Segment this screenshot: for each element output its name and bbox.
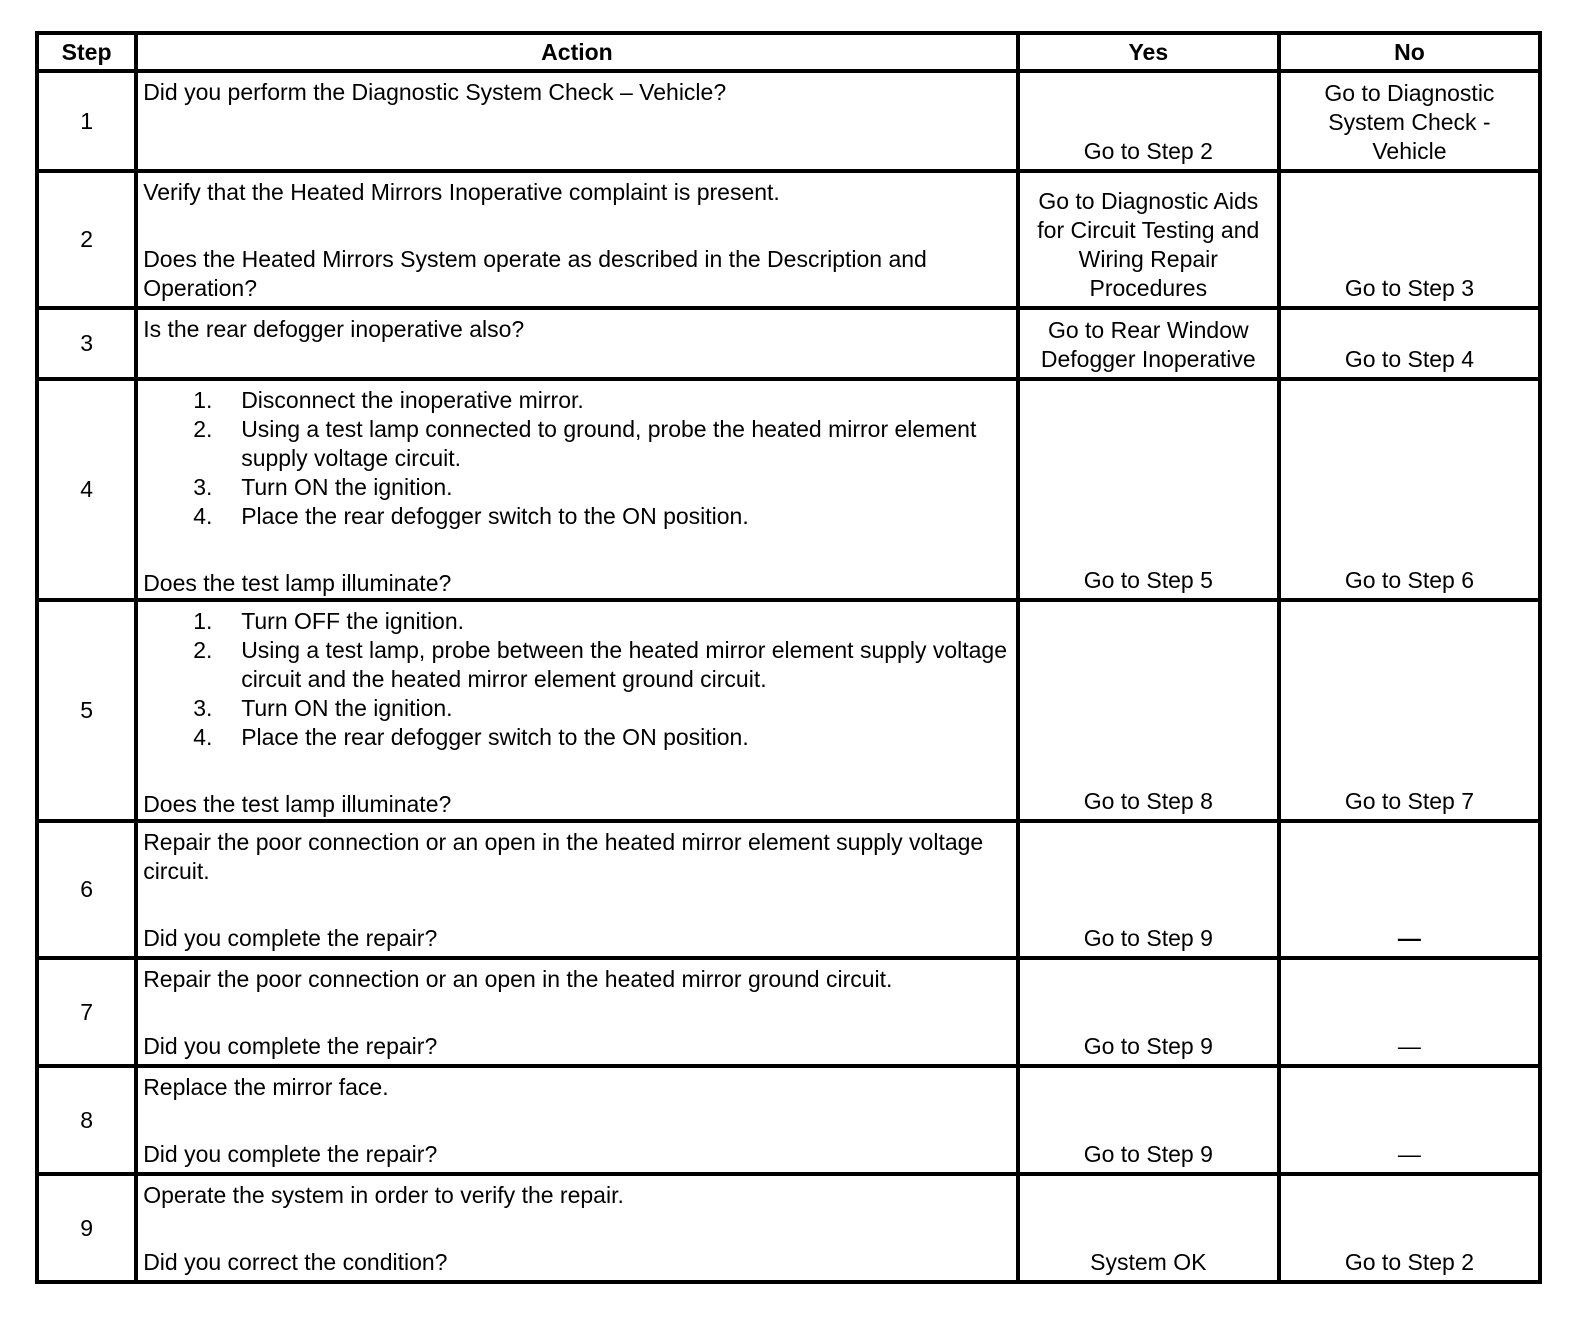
yes-cell: Go to Step 8 <box>1018 600 1279 821</box>
step-number: 7 <box>37 958 136 1066</box>
list-item-text: Disconnect the inoperative mirror. <box>241 387 584 413</box>
list-item <box>143 386 1010 415</box>
list-item <box>143 473 1010 502</box>
spacer <box>143 886 1010 924</box>
list-item-number: 2. <box>193 416 213 442</box>
action-question: Did you perform the Diagnostic System Check – Vehicle? <box>143 79 727 105</box>
no-cell: Go to Step 7 <box>1279 600 1540 821</box>
header-no: No <box>1279 33 1540 71</box>
action-cell <box>136 71 1018 171</box>
header-row <box>37 33 1540 71</box>
step-number: 6 <box>37 821 136 958</box>
action-cell <box>136 1066 1018 1174</box>
diagnostic-table <box>35 31 1542 1284</box>
no-cell: — <box>1279 1066 1540 1174</box>
step-number: 8 <box>37 1066 136 1174</box>
list-item-number: 1. <box>193 608 213 634</box>
no-cell: Go to Step 6 <box>1279 379 1540 600</box>
step-number: 4 <box>37 379 136 600</box>
list-item <box>143 636 1010 694</box>
list-item-number: 1. <box>193 387 213 413</box>
table-row <box>37 1174 1540 1282</box>
action-instruction: Replace the mirror face. <box>143 1074 389 1100</box>
yes-cell: System OK <box>1018 1174 1279 1282</box>
action-question: Did you complete the repair? <box>143 1141 438 1167</box>
action-instruction: Verify that the Heated Mirrors Inoperative complaint is present. <box>143 179 780 205</box>
table-row <box>37 821 1540 958</box>
list-item <box>143 607 1010 636</box>
action-instruction: Repair the poor connection or an open in the heated mirror element supply voltage circuit. <box>143 829 984 884</box>
list-item-number: 3. <box>193 474 213 500</box>
header-step: Step <box>37 33 136 71</box>
action-cell <box>136 379 1018 600</box>
list-item <box>143 502 1010 531</box>
yes-cell: Go to Step 5 <box>1018 379 1279 600</box>
spacer <box>143 531 1010 569</box>
procedure-list <box>143 386 1010 531</box>
action-question: Does the test lamp illuminate? <box>143 570 452 596</box>
step-number: 5 <box>37 600 136 821</box>
list-item-text: Turn ON the ignition. <box>241 695 453 721</box>
procedure-list <box>143 607 1010 752</box>
list-item-text: Turn ON the ignition. <box>241 474 453 500</box>
action-question: Does the test lamp illuminate? <box>143 791 452 817</box>
action-cell <box>136 1174 1018 1282</box>
table-row <box>37 1066 1540 1174</box>
spacer <box>143 1102 1010 1140</box>
header-yes: Yes <box>1018 33 1279 71</box>
no-cell: Go to Step 2 <box>1279 1174 1540 1282</box>
spacer <box>143 1210 1010 1248</box>
spacer <box>143 752 1010 790</box>
list-item-number: 3. <box>193 695 213 721</box>
no-cell: Go to Step 3 <box>1279 171 1540 308</box>
yes-cell: Go to Step 9 <box>1018 1066 1279 1174</box>
action-cell <box>136 958 1018 1066</box>
action-instruction: Operate the system in order to verify the repair. <box>143 1182 624 1208</box>
no-cell <box>1279 71 1540 171</box>
yes-cell: Go to Step 9 <box>1018 958 1279 1066</box>
table-row <box>37 600 1540 821</box>
no-cell: — <box>1279 821 1540 958</box>
yes-cell: Go to Step 2 <box>1018 71 1279 171</box>
table-row <box>37 379 1540 600</box>
no-text: Go to Diagnostic System Check - Vehicle <box>1324 80 1495 164</box>
yes-cell: Go to Step 9 <box>1018 821 1279 958</box>
action-question: Is the rear defogger inoperative also? <box>143 316 525 342</box>
yes-cell: Go to Diagnostic Aids for Circuit Testing and Wiring Repair Procedures <box>1018 171 1279 308</box>
action-cell <box>136 821 1018 958</box>
action-cell <box>136 600 1018 821</box>
spacer <box>143 994 1010 1032</box>
action-cell <box>136 171 1018 308</box>
list-item-text: Turn OFF the ignition. <box>241 608 465 634</box>
list-item-text: Using a test lamp, probe between the heated mirror element supply voltage circuit and the heated mirror element ground circuit. <box>241 637 1008 692</box>
list-item <box>143 723 1010 752</box>
table-row <box>37 171 1540 308</box>
action-question: Did you correct the condition? <box>143 1249 448 1275</box>
no-cell: Go to Step 4 <box>1279 308 1540 379</box>
spacer <box>143 207 1010 245</box>
list-item <box>143 694 1010 723</box>
header-action: Action <box>136 33 1018 71</box>
list-item-text: Place the rear defogger switch to the ON position. <box>241 724 749 750</box>
no-cell: — <box>1279 958 1540 1066</box>
action-instruction: Repair the poor connection or an open in the heated mirror ground circuit. <box>143 966 893 992</box>
table-row <box>37 308 1540 379</box>
action-question: Did you complete the repair? <box>143 1033 438 1059</box>
step-number: 2 <box>37 171 136 308</box>
step-number: 3 <box>37 308 136 379</box>
list-item-number: 4. <box>193 724 213 750</box>
step-number: 1 <box>37 71 136 171</box>
action-question: Did you complete the repair? <box>143 925 438 951</box>
list-item <box>143 415 1010 473</box>
list-item-text: Place the rear defogger switch to the ON position. <box>241 503 749 529</box>
yes-cell: Go to Rear Window Defogger Inoperative <box>1018 308 1279 379</box>
table-row <box>37 71 1540 171</box>
step-number: 9 <box>37 1174 136 1282</box>
list-item-number: 4. <box>193 503 213 529</box>
list-item-text: Using a test lamp connected to ground, probe the heated mirror element supply voltage circuit. <box>241 416 977 471</box>
action-cell <box>136 308 1018 379</box>
table-row <box>37 958 1540 1066</box>
list-item-number: 2. <box>193 637 213 663</box>
action-question: Does the Heated Mirrors System operate as described in the Description and Operation? <box>143 246 927 301</box>
